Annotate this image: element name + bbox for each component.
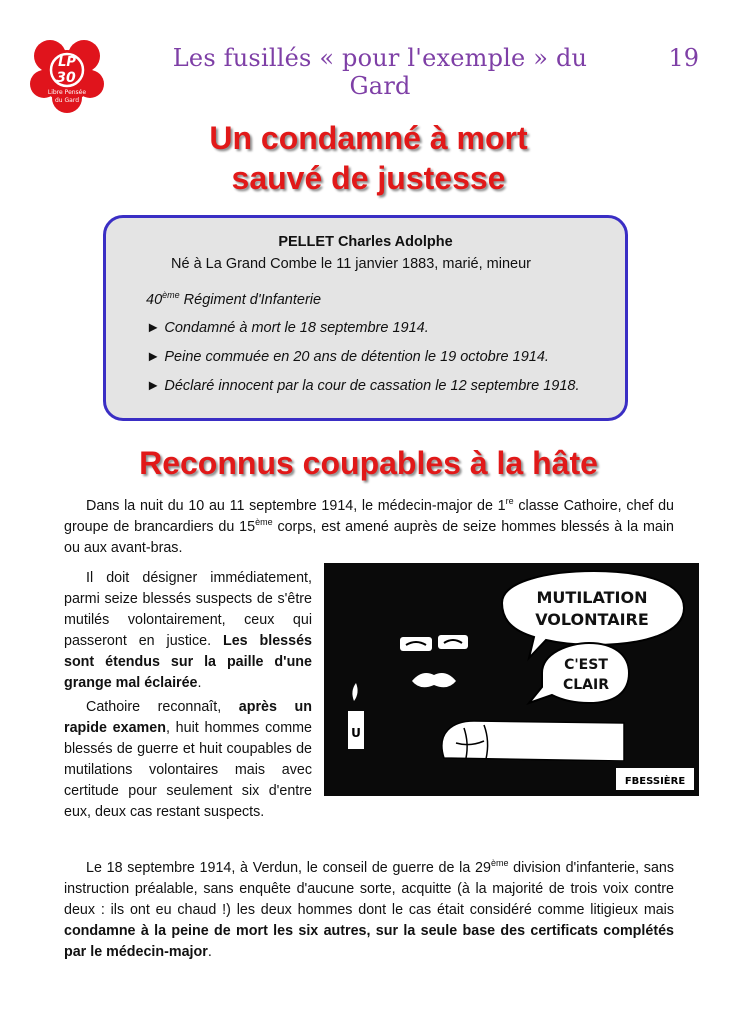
cartoon-illustration — [324, 563, 699, 796]
bullet-arrow-icon: ► — [146, 349, 161, 365]
bandaged-arm — [442, 721, 624, 761]
regiment-ordinal: ème — [162, 290, 180, 300]
page-title-line2: sauvé de justesse — [231, 160, 506, 196]
running-header-title: Les fusillés « pour l'exemple » du Gard — [172, 44, 588, 100]
section-title: Reconnus coupables à la hâte — [139, 445, 598, 481]
bubble-text-mutilation: MUTILATION — [536, 588, 648, 607]
event-text: Peine commuée en 20 ans de détention le 19 octobre 1914. — [164, 349, 549, 365]
right-eye — [438, 635, 468, 649]
soldier-name: PELLET Charles Adolphe — [278, 234, 453, 250]
libre-pensee-logo — [30, 38, 104, 114]
svg-text:U: U — [351, 726, 361, 740]
logo-text: LP — [58, 55, 76, 70]
bubble-text-clair: CLAIR — [562, 677, 610, 693]
page-number: 19 — [668, 44, 699, 72]
paragraph-examination: Cathoire reconnaît, après un rapide examen, huit hommes comme blessés de guerre et huit coupables de mutilations volontaires mais avec certitude pour seulement six d'entre eux, deux cas restant suspects. — [64, 699, 312, 820]
logo-subtext-2: du Gard — [54, 97, 80, 104]
bullet-arrow-icon: ► — [146, 378, 161, 394]
event-commuted — [146, 349, 549, 365]
event-condemned — [146, 320, 429, 336]
page-title-line1: Un condamné à mort — [209, 120, 528, 156]
cartoon-signature: FBESSIÈRE — [624, 776, 686, 787]
paragraph-designation: Il doit désigner immédiatement, parmi seize blessés suspects de s'être mutilés volontairement, ceux qui passeront en justice. Les blessés sont étendus sur la paille d'une grange mal éclairée. — [64, 570, 312, 691]
logo-subtext-1: Libre Pensée — [47, 89, 87, 96]
paragraph-intro: Dans la nuit du 10 au 11 septembre 1914, le médecin-major de 1re classe Cathoire, chef du groupe de brancardiers du 15ème corps, est amené auprès de seize hommes blessés à la main ou aux avant-bras. — [64, 496, 674, 556]
regiment-info — [146, 290, 321, 308]
page-title — [100, 118, 637, 198]
bubble-text-cest: C'EST — [564, 657, 608, 673]
event-text: Déclaré innocent par la cour de cassation le 12 septembre 1918. — [164, 378, 580, 394]
bullet-arrow-icon: ► — [146, 320, 161, 336]
regiment-name: Régiment d'Infanterie — [179, 291, 322, 308]
event-text: Condamné à mort le 18 septembre 1914. — [164, 320, 429, 336]
event-innocent — [146, 378, 580, 394]
birth-info: Né à La Grand Combe le 11 janvier 1883, marié, mineur — [171, 256, 532, 272]
biography-box — [103, 215, 628, 421]
left-eye — [400, 637, 432, 651]
regiment-number: 40 — [146, 291, 163, 308]
bubble-text-volontaire: VOLONTAIRE — [535, 610, 649, 629]
logo-number: 30 — [56, 70, 76, 86]
paragraph-verdict: Le 18 septembre 1914, à Verdun, le conseil de guerre de la 29ème division d'infanterie, sans instruction préalable, sans enquête d'aucune sorte, acquitte (à la majorité de trois voix contre deux : ils ont eu chaud !) les deux hommes dont le cas était considéré comme litigieux mais condamne à la peine de mort les six autres, sur la seule base des certificats complétés par le médecin-major. — [64, 858, 674, 960]
